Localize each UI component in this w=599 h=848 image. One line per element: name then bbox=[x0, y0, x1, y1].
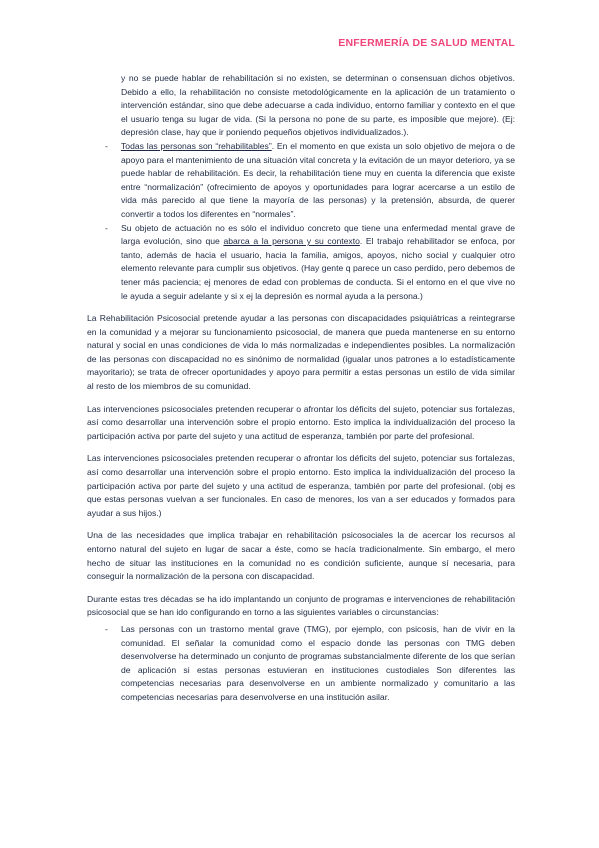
paragraph-necesidades: Una de las necesidades que implica trabajar en rehabilitación psicosociales la de acercar los recursos al entorno natural del sujeto en lugar de sacar a éste, como se hacía tradicionalmente. Sin embargo, el mero hecho de situar las instituciones en la comunidad no es condición suficiente, aunque sí necesaria, para conseguir la normalización de la persona con discapacidad. bbox=[87, 530, 515, 582]
paragraph-intervenciones-2: Las intervenciones psicosociales pretenden recuperar o afrontar los déficits del sujeto, potenciar sus fortalezas, así como desarrollar una intervención sobre el propio entorno. Esto implica la individualización del proceso la participación activa por parte del sujeto y una actitud de esperanza, también por parte del profesional. (obj es que estas personas vuelvan a ser funcionales. En caso de menores, los van a ser educados y formados para ayudar a sus hijos.) bbox=[87, 453, 515, 518]
paragraph-decadas: Durante estas tres décadas se ha ido implantando un conjunto de programas e intervenciones de rehabilitación psicosocial que se han ido configurando en torno a las siguientes variables o circunstancias: bbox=[87, 593, 515, 618]
list-item bbox=[87, 140, 515, 222]
intro-continuation: y no se puede hablar de rehabilitación si no existen, se determinan o consensuan dichos objetivos. Debido a ello, la rehabilitación no consiste metodológicamente en la aplicación de un tratamiento o intervención estándar, sino que debe adecuarse a cada individuo, entorno familiar y contexto en el que el usuario tenga su lugar de vida. (Si la persona no pone de su parte, es imposible que mejore). (Ej: depresión clase, hay que ir poniendo pequeños objetivos individualizados.). bbox=[121, 73, 515, 138]
bullet-list-2 bbox=[87, 623, 515, 705]
underlined-phrase: Todas las personas son “rehabilitables” bbox=[121, 140, 272, 151]
list-item bbox=[87, 222, 515, 304]
list-item: - Las personas con un trastorno mental grave (TMG), por ejemplo, con psicosis, han de vivir en la comunidad. El señalar la comunidad como el espacio donde las personas con TMG deben desenvolverse ha determinado un conjunto de programas substancialmente diferente de los que serían de aplicación si estas personas estuvieran en instituciones custodiales Son diferentes las competencias necesarias para desenvolverse en un ambiente normalizado y comunitario a las competencias necesarias para desenvolverse en una institución asilar. bbox=[87, 623, 515, 705]
list-item-text: Su objeto de actuación no es sólo el individuo concreto que tiene una enfermedad mental grave de larga evolución, sino que bbox=[121, 222, 515, 247]
underlined-phrase: abarca a la persona y su contexto bbox=[223, 236, 360, 247]
document-body bbox=[87, 72, 515, 705]
paragraph-rehabilitacion-psicosocial: La Rehabilitación Psicosocial pretende ayudar a las personas con discapacidades psiquiátricas a reintegrarse en la comunidad y a mejorar su funcionamiento psicosocial, de manera que pueda mantenerse en su entorno natural y social en unas condiciones de vida lo más normalizadas e independientes posibles. La normalización de las personas con discapacidad no es sinónimo de normalidad (igualar unos patrones a lo estadísticamente mayoritario); se trata de ofrecer oportunidades y apoyo para permitir a estas personas un estilo de vida similar al resto de los miembros de su comunidad. bbox=[87, 313, 515, 392]
document-header-title: ENFERMERÍA DE SALUD MENTAL bbox=[338, 37, 515, 49]
list-item-text: . En el momento en que exista un solo objetivo de mejora o de apoyo para el mantenimiento de una situación vital concreta y la evitación de un mayor deterioro, ya se puede hablar de rehabilitación. Es decir, la rehabilitación tiene muy en cuenta la diferencia que existe entre “normalización” (ofrecimiento de apoyos y oportunidades para lograr acercarse a un estilo de vida más parecido al que tiene la mayoría de las personas) y la pretensión, absurda, de querer convertir a todos los diferentes en “normales”. bbox=[121, 140, 515, 219]
bullet-list-1 bbox=[87, 140, 515, 303]
list-item-text: . El trabajo rehabilitador se enfoca, por tanto, además de hacia el usuario, hacia la familia, amigos, apoyos, nicho social y cualquier otro elemento relevante para cumplir sus objetivos. (Hay gente q parece un caso perdido, pero debemos de tener más paciencia; ej menores de edad con problemas de conducta. Si el entorno en el que vive no le ayuda a seguir adelante y si x ej la depresión es normal ayuda a la persona.) bbox=[121, 236, 515, 301]
paragraph-intervenciones-1: Las intervenciones psicosociales pretenden recuperar o afrontar los déficits del sujeto, potenciar sus fortalezas, así como desarrollar una intervención sobre el propio entorno. Esto implica la individualización del proceso la participación activa por parte del sujeto y una actitud de esperanza, también por parte del profesional. bbox=[87, 403, 515, 441]
